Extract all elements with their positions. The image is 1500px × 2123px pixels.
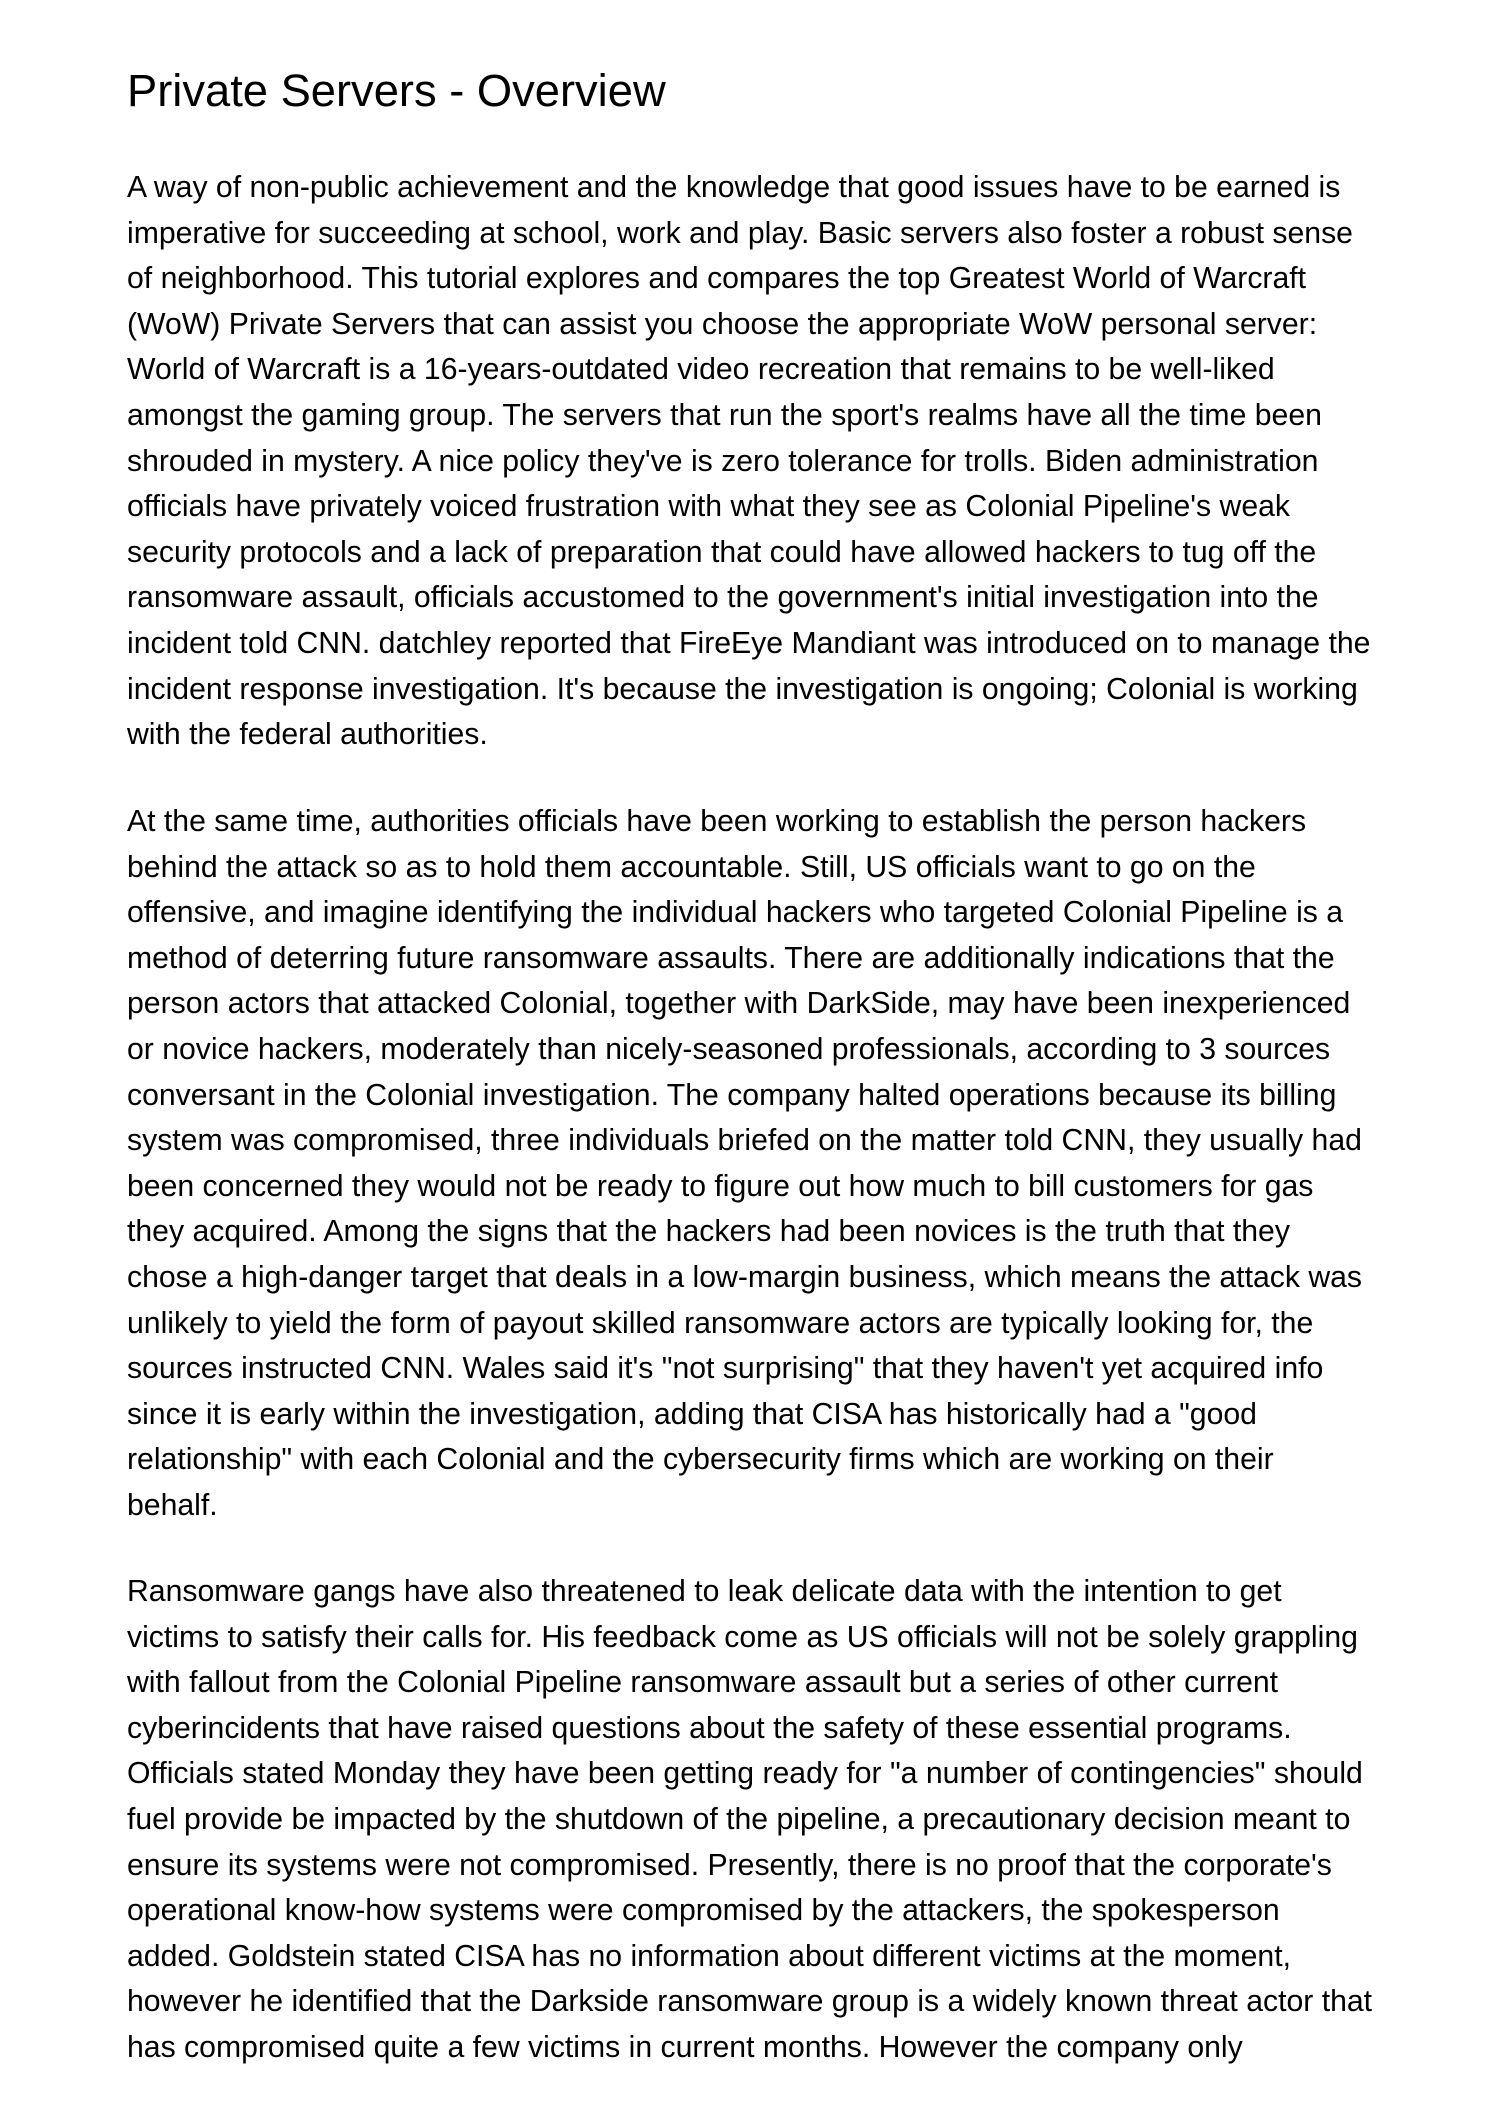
- text-line: with the federal authorities.: [127, 718, 488, 752]
- page-title: Private Servers - Overview: [127, 65, 666, 116]
- text-line: shrouded in mystery. A nice policy they've is zero tolerance for trolls. Biden administration: [127, 444, 1319, 478]
- text-line: of neighborhood. This tutorial explores and compares the top Greatest World of Warcraft: [127, 262, 1307, 296]
- text-line: behind the attack so as to hold them accountable. Still, US officials want to go on the: [127, 850, 1256, 884]
- paragraph-2: [127, 799, 1417, 1529]
- text-line: has compromised quite a few victims in current months. However the company only: [127, 2030, 1243, 2064]
- text-line: added. Goldstein stated CISA has no information about different victims at the moment,: [127, 1939, 1291, 1973]
- text-line: chose a high-danger target that deals in a low-margin business, which means the attack was: [127, 1260, 1363, 1294]
- text-line: behalf.: [127, 1488, 218, 1522]
- text-line: unlikely to yield the form of payout skilled ransomware actors are typically looking for, the: [127, 1306, 1314, 1340]
- text-line: incident response investigation. It's because the investigation is ongoing; Colonial is working: [127, 672, 1358, 706]
- text-line: conversant in the Colonial investigation. The company halted operations because its billing: [127, 1078, 1337, 1112]
- text-line: since it is early within the investigation, adding that CISA has historically had a "good: [127, 1397, 1257, 1431]
- text-line: fuel provide be impacted by the shutdown of the pipeline, a precautionary decision meant to: [127, 1802, 1351, 1836]
- text-line: offensive, and imagine identifying the individual hackers who targeted Colonial Pipeline is a: [127, 896, 1344, 930]
- text-line: ensure its systems were not compromised. Presently, there is no proof that the corporate's: [127, 1848, 1332, 1882]
- text-line: officials have privately voiced frustration with what they see as Colonial Pipeline's weak: [127, 490, 1290, 524]
- text-line: relationship" with each Colonial and the cybersecurity firms which are working on their: [127, 1443, 1274, 1477]
- text-line: A way of non-public achievement and the knowledge that good issues have to be earned is: [127, 171, 1341, 204]
- text-line: with fallout from the Colonial Pipeline ransomware assault but a series of other current: [127, 1666, 1279, 1700]
- text-line: Ransomware gangs have also threatened to leak delicate data with the intention to get: [127, 1575, 1282, 1608]
- text-line: incident told CNN. datchley reported that FireEye Mandiant was introduced on to manage the: [127, 626, 1371, 660]
- text-line: imperative for succeeding at school, work and play. Basic servers also foster a robust sense: [127, 216, 1353, 250]
- text-line: they acquired. Among the signs that the hackers had been novices is the truth that they: [127, 1215, 1290, 1249]
- text-line: At the same time, authorities officials have been working to establish the person hackers: [127, 805, 1307, 838]
- text-line: security protocols and a lack of preparation that could have allowed hackers to tug off the: [127, 535, 1317, 569]
- text-line: system was compromised, three individuals briefed on the matter told CNN, they usually had: [127, 1124, 1362, 1158]
- text-line: cyberincidents that have raised questions about the safety of these essential programs.: [127, 1711, 1292, 1745]
- text-line: (WoW) Private Servers that can assist you choose the appropriate WoW personal server:: [127, 307, 1318, 341]
- text-line: sources instructed CNN. Wales said it's "not surprising" that they haven't yet acquired info: [127, 1352, 1324, 1386]
- text-line: amongst the gaming group. The servers that run the sport's realms have all the time been: [127, 398, 1322, 432]
- text-line: or novice hackers, moderately than nicely-seasoned professionals, according to 3 sources: [127, 1032, 1331, 1066]
- paragraph-1: [127, 165, 1417, 758]
- text-line: method of deterring future ransomware assaults. There are additionally indications that the: [127, 941, 1335, 975]
- text-line: however he identified that the Darkside ransomware group is a widely known threat actor that: [127, 1985, 1373, 2019]
- text-line: ransomware assault, officials accustomed to the government's initial investigation into the: [127, 581, 1319, 615]
- text-line: Officials stated Monday they have been getting ready for "a number of contingencies" should: [127, 1757, 1363, 1791]
- text-line: been concerned they would not be ready to figure out how much to bill customers for gas: [127, 1169, 1314, 1203]
- text-line: World of Warcraft is a 16-years-outdated video recreation that remains to be well-liked: [127, 353, 1275, 387]
- text-line: operational know-how systems were compromised by the attackers, the spokesperson: [127, 1894, 1280, 1928]
- text-line: victims to satisfy their calls for. His feedback come as US officials will not be solely grappling: [127, 1620, 1358, 1654]
- text-line: person actors that attacked Colonial, together with DarkSide, may have been inexperienced: [127, 987, 1351, 1021]
- paragraph-3: [127, 1569, 1417, 2071]
